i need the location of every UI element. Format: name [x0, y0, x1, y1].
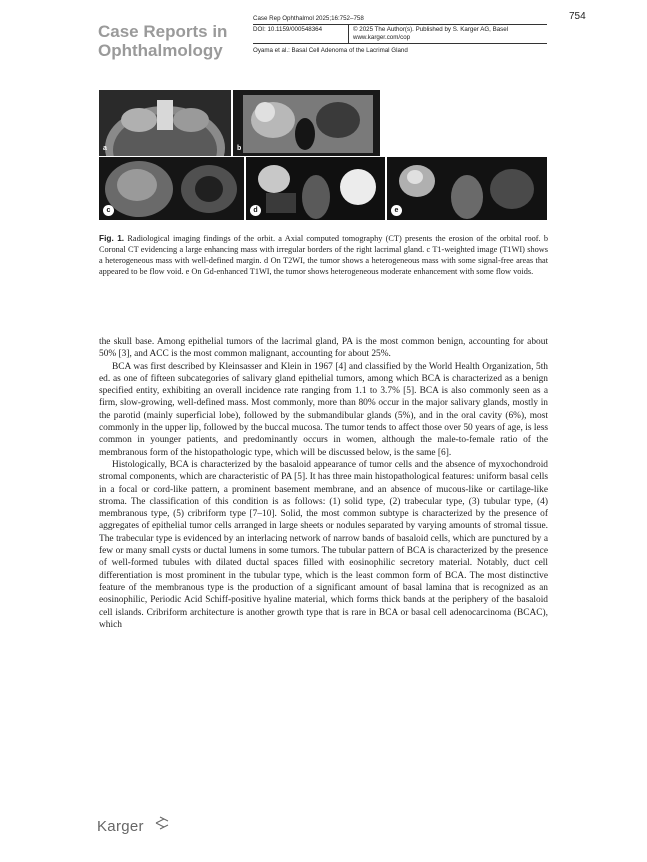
figure-panel-b [233, 90, 380, 156]
panel-label-e: e [391, 205, 402, 216]
page-number: 754 [569, 11, 586, 22]
ct-coronal-image [233, 90, 380, 156]
figure-1 [99, 90, 547, 220]
journal-title: Case Reports in Ophthalmology [98, 22, 228, 60]
copyright-block [349, 25, 508, 43]
publisher-logo-text: Karger [97, 818, 144, 835]
figure-caption [99, 233, 548, 278]
copyright: © 2025 The Author(s). Published by S. Karger AG, Basel [353, 26, 509, 33]
article-metadata [253, 15, 547, 58]
mri-t2-image [246, 157, 385, 220]
body-text [99, 336, 548, 631]
publisher-logo [97, 818, 144, 835]
figure-panel-e [387, 157, 547, 220]
panel-label-b: b [237, 145, 242, 152]
figure-panel-d [246, 157, 385, 220]
caption-text: Radiological imaging findings of the orbit. a Axial computed tomography (CT) presents the erosion of the orbital roof. b Coronal CT evidencing a large enhancing mass with irregular borders of the right lacrimal gland. c T1-weighted image (T1WI) shows a heterogeneous mass with well-defined margin. d On T2WI, the tumor shows a heterogeneous mass with some signal-free areas that appeared to be flow void. e On Gd-enhanced T1WI, the tumor shows heterogeneous moderate enhancement with some flow voids. [99, 234, 548, 276]
paragraph: the skull base. Among epithelial tumors of the lacrimal gland, PA is the most common benign, accounting for about 50% [3], and ACC is the most common malignant, accounting for about 25%. [99, 337, 548, 360]
doi[interactable]: DOI: 10.1159/000548364 [253, 25, 349, 43]
mri-gd-t1-image [387, 157, 547, 220]
caption-label: Fig. 1. [99, 233, 125, 243]
panel-label-d: d [250, 205, 261, 216]
panel-label-c: c [103, 205, 114, 216]
ct-axial-image [99, 90, 231, 156]
figure-panel-c [99, 157, 244, 220]
citation: Case Rep Ophthalmol 2025;16:752–758 [253, 15, 364, 22]
running-head: Oyama et al.: Basal Cell Adenoma of the Lacrimal Gland [253, 47, 408, 54]
paragraph: BCA was first described by Kleinsasser and Klein in 1967 [4] and classified by the World Health Organization, 5th ed. as one of fifteen subcategories of salivary gland epithelial tumors, among which BCA is characterized as a benign specified entity, exhibiting an overall incidence rate ranging from 1.1 to 3.7% [5]. BCA is also commonly seen as a firm, slow-growing, well-defined mass. Most commonly, more than 80% occur in the major salivary glands, mostly in the parotid (mainly superficial lobe), followed by the submandibular glands (5%), and in the oral cavity (6%), most commonly in the upper lip, followed by the buccal mucosa. The tumor tends to affect those over 50 years of age, is less common in younger patients, and predominantly occurs in women, although the male-to-female ratio of the membranous form of the histopathologic type, which will be discussed below, is the same [6]. [99, 361, 548, 458]
paragraph: Histologically, BCA is characterized by the basaloid appearance of tumor cells and the absence of myxochondroid stromal components, which are characteristic of PA [5]. It has three main histopathological features: uniform basal cells in a focal or cord-like pattern, a prominent basement membrane, and an absence of mucous-like or cartilage-like stroma. The classification of this condition is as follows: (1) solid type, (2) trabecular type, (3) tubular type, (4) membranous type, (5) cribriform type [7–10]. Solid, the most common subtype is characterized by the presence of aggregates of epithelial tumor cells arranged in large sheets or nodules separated by varying amounts of stromal tissue. The trabecular type is evidenced by an interlacing network of narrow bands of basaloid cells, which are punctured by a few or many small cysts or ductal lumens in some tumors. The tubular pattern of BCA is characterized by the presence of well-formed tubules with dilated ductal spaces filled with eosinophilic secretory material. Notably, duct cell differentiation is most prominent in the tubular type, which is the least common form of BCA. The most distinctive feature of the membranous type is the production of a significant amount of basal lamina that is recognized as an eosinophilic, Periodic Acid Schiff-positive hyaline material, which forms thick bands at the periphery of the basaloid cell islands. Cribriform architecture is another growth type that is rare in BCA or basal cell adenocarcinoma (BCAC), which [99, 459, 548, 630]
doi-copyright-row [253, 24, 547, 44]
karger-mark-icon [155, 816, 171, 830]
mri-t1-image [99, 157, 244, 220]
website-link[interactable]: www.karger.com/cop [353, 34, 411, 41]
panel-label-a: a [103, 145, 107, 152]
figure-panel-a [99, 90, 231, 156]
